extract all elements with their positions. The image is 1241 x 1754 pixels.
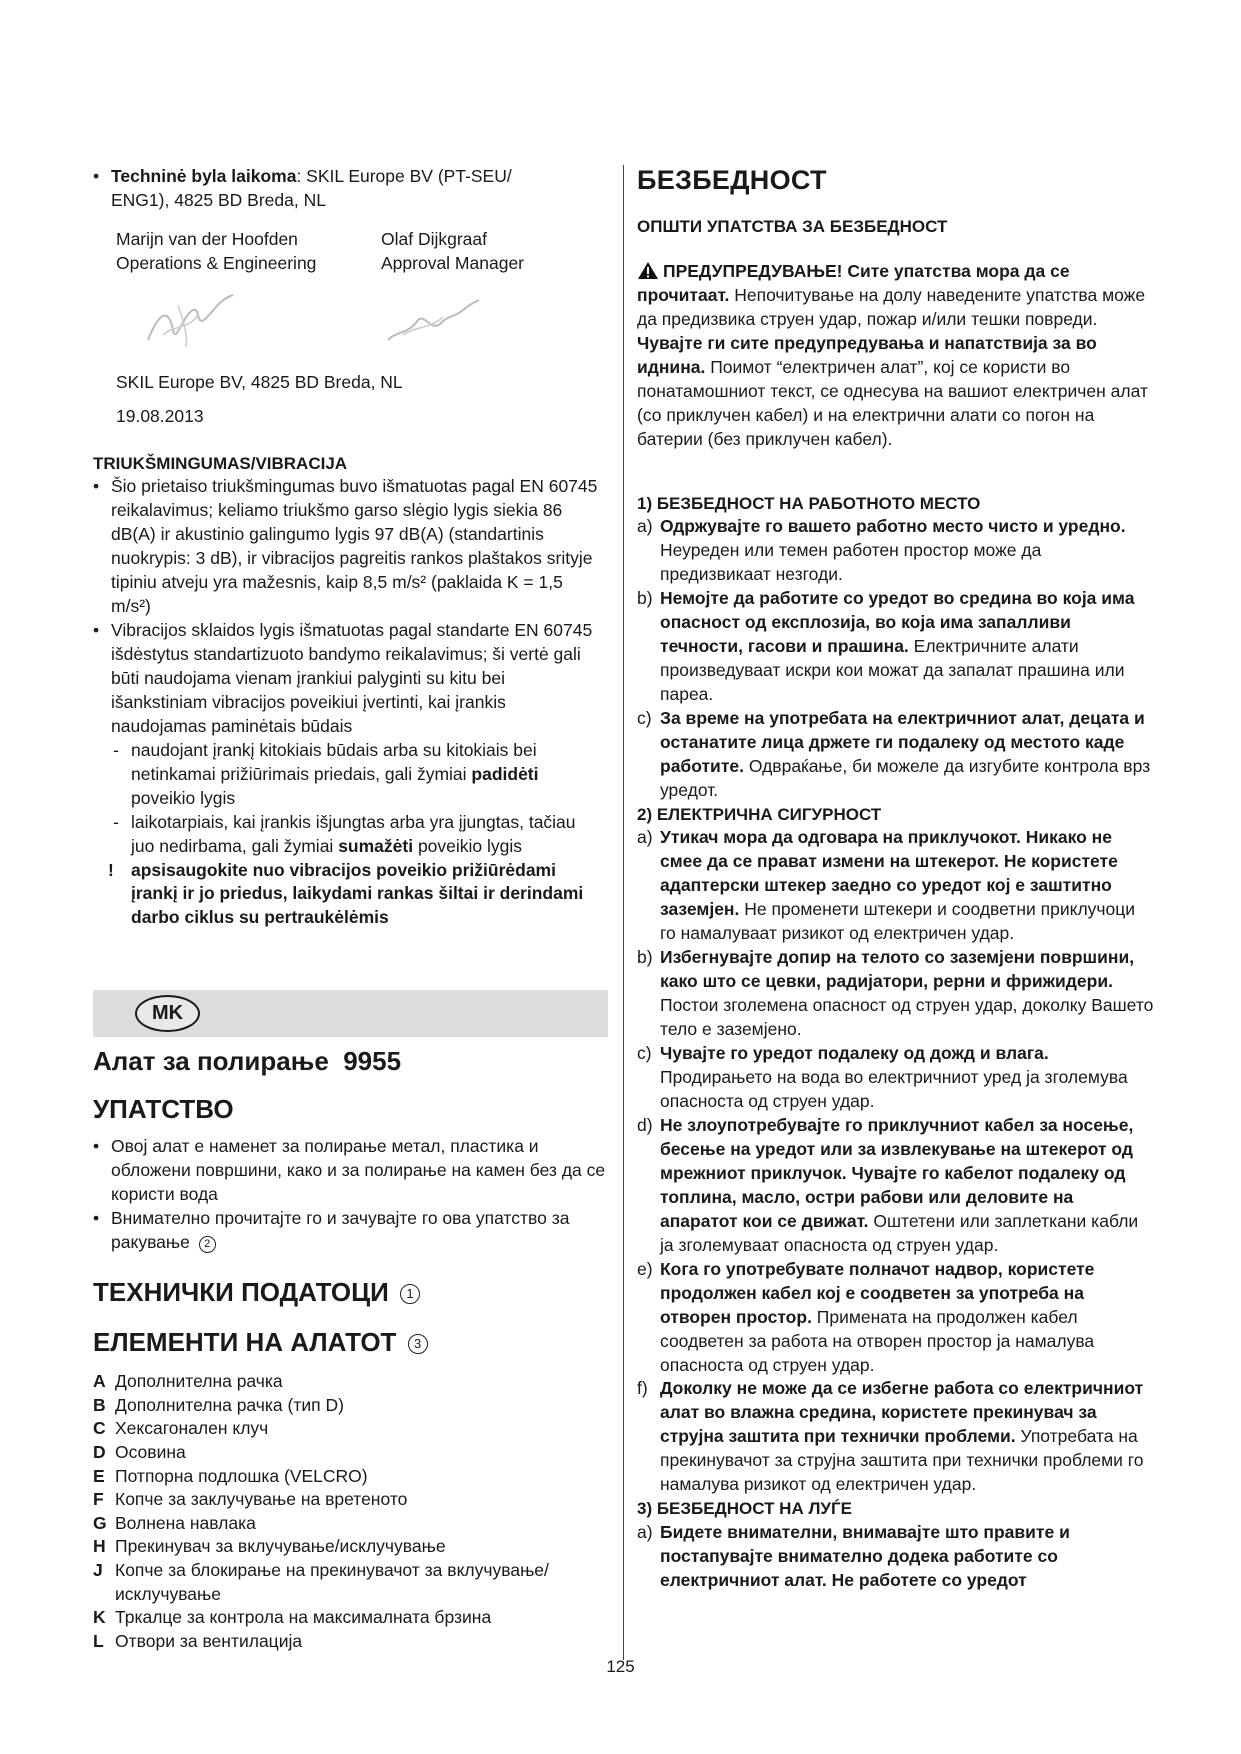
document-date: 19.08.2013 — [116, 406, 204, 426]
component-item: B Дополнителна рачка (тип D) — [93, 1394, 344, 1415]
safety-item: a) Утикач мора да одговара на приклучокот. Никако не смее да се прават измени на штекерот. Не користете адаптерски штекер заедно со уредот кој е заштитно заземјен. Не променети штекери и соодветни приклучоци го намалуваат ризикот од електричен удар. — [637, 827, 1136, 944]
figure-ref-3: 3 — [408, 1334, 428, 1354]
figure-ref-2: 2 — [199, 1236, 216, 1253]
signatory-1-role: Operations & Engineering — [116, 252, 317, 273]
signatories — [116, 228, 576, 276]
instructions-bullet-1: • Овој алат е наменет за полирање метал, пластика и обложени површини, како и за полирање на камен без да се користи вода — [93, 1135, 608, 1207]
vibration-dash-2: - laikotarpiais, kai įrankis išjungtas arba yra įjungtas, tačiau juo nedirbama, gali žymiai sumažėti poveikio lygis — [113, 811, 576, 856]
component-item: L Отвори за вентилација — [93, 1630, 303, 1651]
safety-item: b) Избегнувајте допир на телото со заземјени површини, како што се цевки, радијатори, рерни и фрижидери. Постои зголемена опасност од струен удар, доколку Вашето тело е заземјено. — [637, 947, 1154, 1039]
signature-2-image — [383, 295, 483, 350]
technical-data-heading: ТЕХНИЧКИ ПОДАТОЦИ 1 — [93, 1275, 420, 1311]
component-item: K Тркалце за контрола на максималната брзина — [93, 1607, 492, 1628]
safety-item: a) Бидете внимателни, внимавајте што правите и постапувајте внимателно додека работите со електричниот алат. Не работете со уредот — [637, 1521, 1070, 1590]
warning-paragraph: ПРЕДУПРЕДУВАЊЕ! Сите упатства мора да се прочитаат. Непочитување на долу наведените упатства може да предизвика струен удар, пожар и/или тешки повреди. Чувајте ги сите предупредувања и напатствија за во иднина. Поимот “електричен алат”, кој се користи во понатамошниот текст, се однесува на вашиот електричен алат (со приклучен кабел) и на електрични алати со погон на батерии (без приклучен кабел). — [637, 261, 1148, 449]
component-item: E Потпорна подлошка (VELCRO) — [93, 1465, 368, 1486]
warning-triangle-icon — [637, 261, 659, 280]
tech-file-label: Techninė byla laikoma — [111, 166, 297, 186]
section-3-items — [637, 1521, 1155, 1593]
component-item: C Хексагонален клуч — [93, 1418, 269, 1439]
noise-section — [93, 475, 603, 930]
safety-item: c) За време на употребата на електричниот алат, децата и останатите лица држете ги подалеку од местото каде работите. Одвраќање, би можеле да изгубите контрола врз уредот. — [637, 708, 1151, 800]
section-3-heading: 3) БЕЗБЕДНОСТ НА ЛУЃЕ — [637, 1499, 852, 1519]
language-badge: MK — [135, 995, 200, 1032]
noise-bullet-1: • Šio prietaiso triukšmingumas buvo išmatuotas pagal EN 60745 reikalavimus; keliamo triukšmo garso slėgio lygis siekia 86 dB(A) ir akustinio galingumo lygis 97 dB(A) (standartinis nuokrypis: 3 dB), ir vibracijos pagreitis rankos plaštakos srityje tipiniu atveju yra mažesnis, kaip 8,5 m/s² (paklaida K = 1,5 m/s²) — [93, 475, 603, 619]
component-item: J Копче за блокирање на прекинувачот за вклучување/ исклучување — [93, 1560, 549, 1604]
instructions-heading: УПАТСТВО — [93, 1094, 234, 1124]
signatory-2-role: Approval Manager — [381, 252, 524, 273]
safety-item: d) Не злоупотребувајте го приклучниот кабел за носење, бесење на уредот или за извлекување на штекерот од мрежниот приклучок. Чувајте го кабелот подалеку од топлина, масло, остри рабови или деловите на апаратот кои се движат. Оштетени или заплеткани кабли ја зголемуваат опасноста од струен удар. — [637, 1114, 1139, 1255]
safety-item: b) Немојте да работите со уредот во средина во која има опасност од експлозија, во која има запалливи течности, гасови и прашина. Електричните алати произведуваат искри кои можат да запалат прашина или пареа. — [637, 588, 1135, 705]
instructions-bullet-2: • Внимателно прочитајте го и зачувајте го ова упатство за ракување 2 — [93, 1207, 608, 1255]
component-item: G Волнена навлака — [93, 1512, 256, 1533]
safety-heading: БЕЗБЕДНОСТ — [637, 165, 827, 195]
safety-item: e) Кога го употребувате полначот надвор, користете продолжен кабел кој е соодветен за употреба на отворен простор. Примената на продолжен кабел соодветен за работа на отворен простор ја намалува опасноста од струен удар. — [637, 1258, 1095, 1375]
noise-vibration-heading: TRIUKŠMINGUMAS/VIBRACIJA — [93, 454, 348, 473]
tool-elements-heading: ЕЛЕМЕНТИ НА АЛАТОТ 3 — [93, 1325, 428, 1361]
component-item: H Прекинувач за вклучување/исклучување — [93, 1536, 446, 1557]
section-1-items — [637, 515, 1155, 803]
section-2-items — [637, 826, 1155, 1497]
safety-item: a) Одржувајте го вашето работно место чисто и уредно. Неуреден или темен работен простор може да предизвикаат незгоди. — [637, 516, 1126, 585]
section-2-heading: 2) ЕЛЕКТРИЧНА СИГУРНОСТ — [637, 804, 882, 824]
figure-ref-1: 1 — [400, 1284, 420, 1304]
vibration-warning: ! apsisaugokite nuo vibracijos poveikio prižiūrėdami įrankį ir jo priedus, laikydami rankas šiltai ir derindami darbo ciklus su pertraukėlėmis — [108, 859, 584, 928]
noise-bullet-2: • Vibracijos sklaidos lygis išmatuotas pagal standarte EN 60745 išdėstytus standartizuoto bandymo reikalavimus; ši vertė gali būti naudojama vienam įrankiui palyginti su kitu bei išankstiniam vibracijos poveikiui įvertinti, kai įrankis naudojamas paminėtais būdais — [93, 619, 603, 739]
tool-title: Алат за полирање 9955 — [93, 1046, 402, 1076]
column-divider — [623, 165, 624, 1660]
safety-sections — [637, 492, 1155, 1593]
signature-1-image — [138, 285, 248, 355]
tech-file-text: : SKIL Europe BV (PT-SEU/ ENG1), 4825 BD Breda, NL — [111, 166, 512, 210]
page-number: 125 — [606, 1657, 635, 1676]
company-address: SKIL Europe BV, 4825 BD Breda, NL — [116, 372, 403, 392]
component-item: D Осовина — [93, 1441, 186, 1462]
signatory-1-name: Marijn van der Hoofden — [116, 229, 298, 249]
safety-item: f) Доколку не може да се избегне работа со електричниот алат во влажна средина, користете прекинувач за струјна заштита при технички проблеми. Употребата на прекинувачот за струјна заштита при технички проблеми го намалува ризикот од електричен удар. — [637, 1378, 1144, 1495]
component-item: F Копче за заклучување на вретеното — [93, 1489, 408, 1510]
signatory-2-name: Olaf Dijkgraaf — [381, 229, 488, 249]
component-item: A Дополнителна рачка — [93, 1371, 283, 1391]
tech-file-bullet — [93, 165, 573, 213]
language-band — [93, 990, 608, 1037]
section-1-heading: 1) БЕЗБЕДНОСТ НА РАБОТНОТО МЕСТО — [637, 494, 981, 513]
vibration-dash-1: - naudojant įrankį kitokiais būdais arba su kitokiais bei netinkamai prižiūrimais priedais, gali žymiai padidėti poveikio lygis — [113, 739, 539, 808]
instructions-list — [93, 1135, 608, 1255]
components-list — [93, 1370, 613, 1654]
safety-item: c) Чувајте го уредот подалеку од дожд и влага. Продирањето на вода во електричниот уред ја зголемува опасноста од струен удар. — [637, 1042, 1128, 1111]
general-safety-heading: ОПШТИ УПАТСТВА ЗА БЕЗБЕДНОСТ — [637, 217, 948, 236]
